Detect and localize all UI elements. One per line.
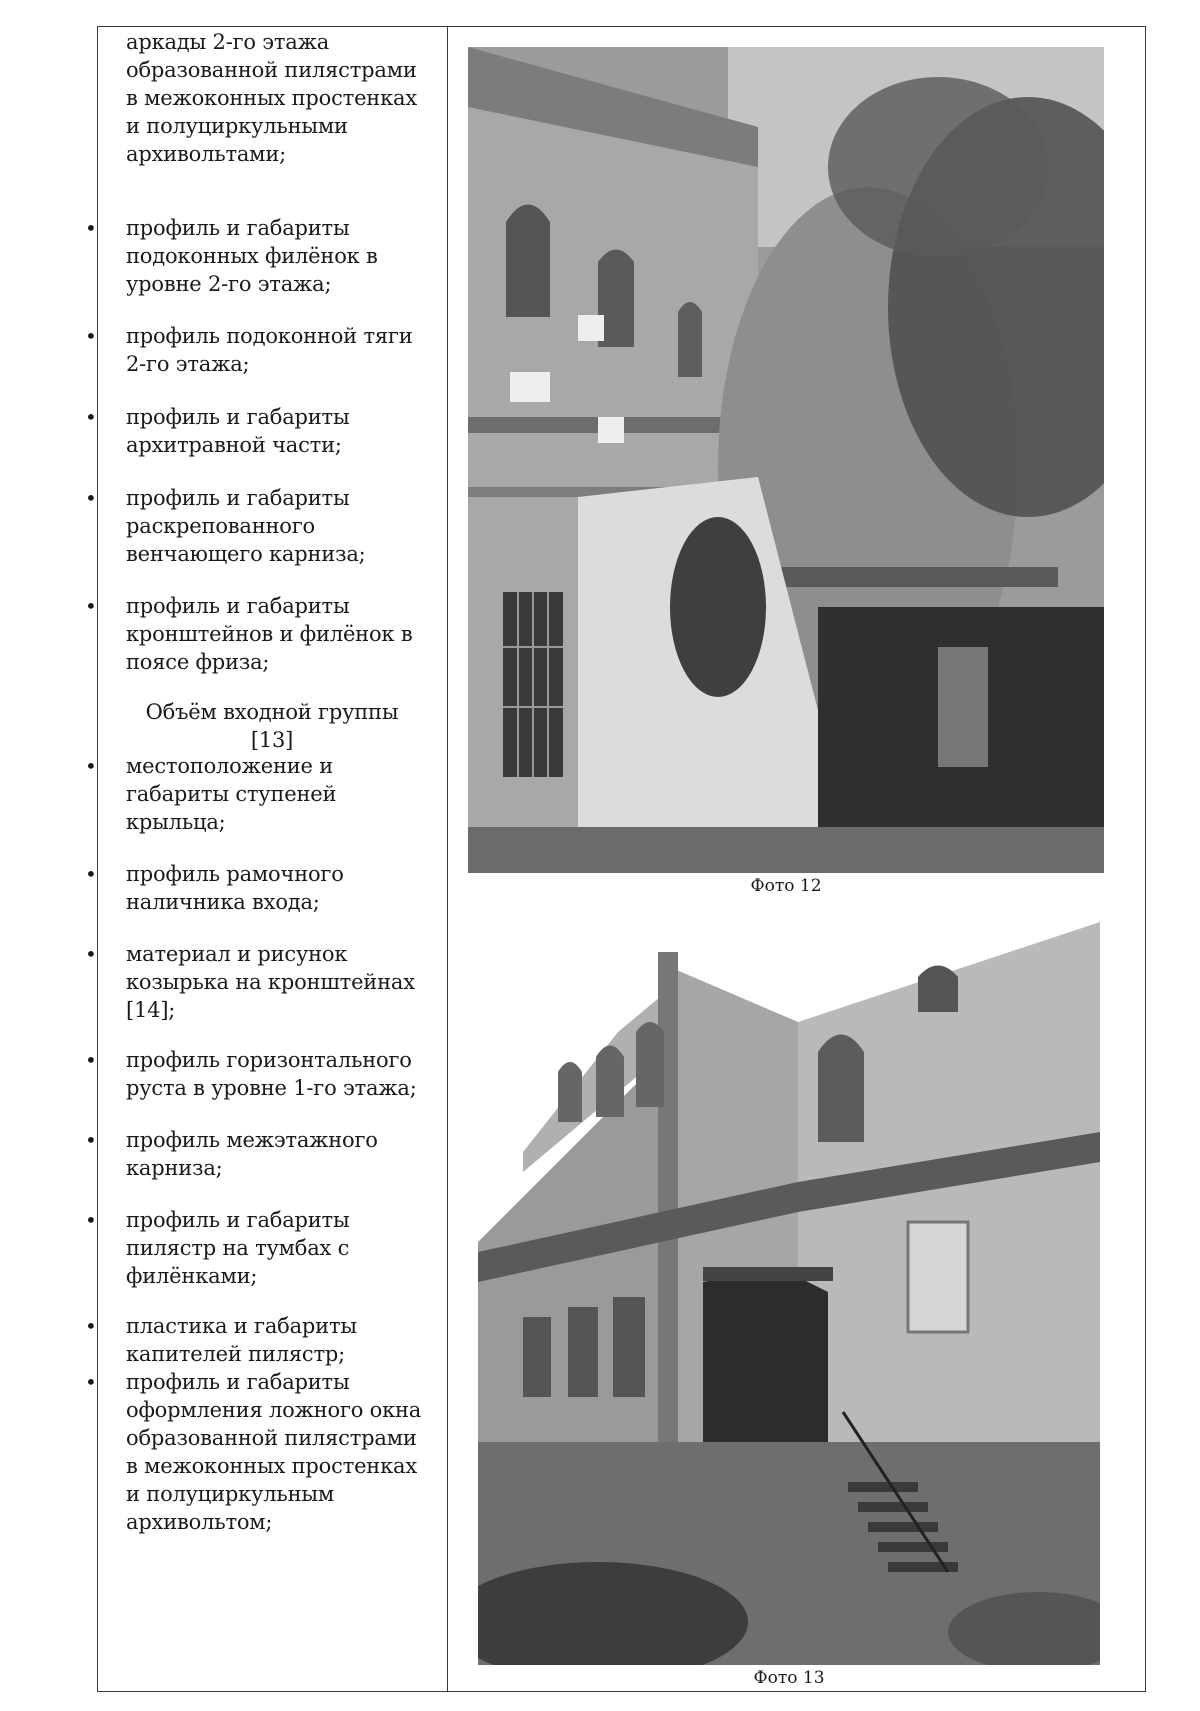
continuation-text: аркады 2-го этажа образованной пилястрами в межоконных простенках и полуциркульными архивольтами; xyxy=(126,30,417,166)
description-column xyxy=(85,26,447,1692)
photo-13-image xyxy=(478,922,1100,1665)
bullet-icon: • xyxy=(85,1314,97,1338)
bullet-icon: • xyxy=(85,594,97,618)
section-heading: Объём входной группы [13] xyxy=(145,700,399,752)
list-item: местоположение и габариты ступеней крыльца; xyxy=(126,754,337,834)
list-item: профиль горизонтального руста в уровне 1-го этажа; xyxy=(126,1048,417,1100)
photo-12 xyxy=(468,47,1104,873)
list-item: профиль рамочного наличника входа; xyxy=(126,862,344,914)
list-item: материал и рисунок козырька на кронштейнах [14]; xyxy=(126,942,415,1022)
bullet-icon: • xyxy=(85,1370,97,1394)
bullet-icon: • xyxy=(85,862,97,886)
photo-12-image xyxy=(468,47,1104,873)
list-item: профиль и габариты подоконных филёнок в уровне 2-го этажа; xyxy=(126,216,378,296)
bullet-icon: • xyxy=(85,1128,97,1152)
list-item: профиль и габариты пилястр на тумбах с филёнками; xyxy=(126,1208,350,1288)
bullet-icon: • xyxy=(85,1048,97,1072)
list-item: профиль подоконной тяги 2-го этажа; xyxy=(126,324,413,376)
bullet-icon: • xyxy=(85,486,97,510)
column-divider xyxy=(447,26,448,1692)
photo-13-caption: Фото 13 xyxy=(753,1668,825,1688)
photo-13 xyxy=(478,922,1100,1665)
bullet-icon: • xyxy=(85,942,97,966)
list-item: профиль межэтажного карниза; xyxy=(126,1128,378,1180)
bullet-icon: • xyxy=(85,754,97,778)
bullet-icon: • xyxy=(85,1208,97,1232)
list-item: пластика и габариты капителей пилястр; xyxy=(126,1314,357,1366)
bullet-icon: • xyxy=(85,405,97,429)
bullet-icon: • xyxy=(85,324,97,348)
list-item: профиль и габариты оформления ложного окна образованной пилястрами в межоконных простенках и полуциркульным архивольтом; xyxy=(126,1370,422,1534)
list-item: профиль и габариты архитравной части; xyxy=(126,405,350,457)
list-item: профиль и габариты раскрепованного венчающего карниза; xyxy=(126,486,366,566)
list-item: профиль и габариты кронштейнов и филёнок в поясе фриза; xyxy=(126,594,413,674)
bullet-icon: • xyxy=(85,216,97,240)
photo-12-caption: Фото 12 xyxy=(750,876,822,896)
